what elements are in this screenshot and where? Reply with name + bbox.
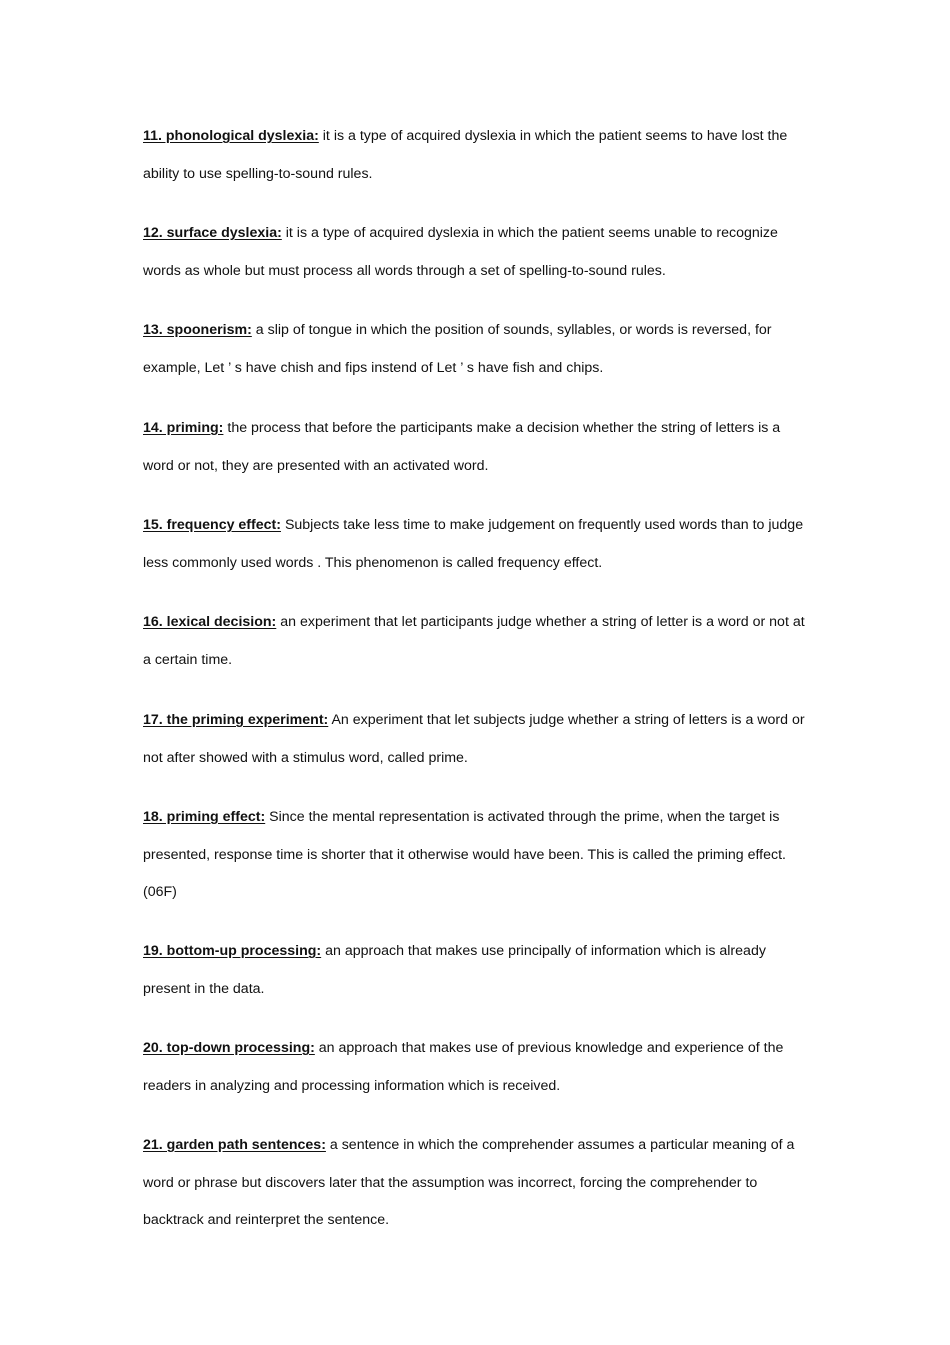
glossary-entry-14 [143,410,808,485]
glossary-entry-11 [143,118,808,193]
entry-term: 12. surface dyslexia: [143,225,282,241]
glossary-entry-12 [143,215,808,290]
glossary-entry-19 [143,933,808,1008]
entry-term: 14. priming: [143,420,224,436]
glossary-entry-16 [143,604,808,679]
entry-term: 13. spoonerism: [143,322,252,338]
entry-term: 18. priming effect: [143,809,266,825]
entry-term: 17. the priming experiment: [143,712,329,728]
entry-term: 16. lexical decision: [143,614,277,630]
glossary-entry-13 [143,312,808,387]
entry-definition: Since the mental representation is activated through the prime, when the target is presented, response time is shorter that it otherwise would have been. This is called the priming effect. (06F) [143,809,786,900]
entry-definition: a slip of tongue in which the position of sounds, syllables, or words is reversed, for example, Let ’ s have chish and fips instend of Let ’ s have fish and chips. [143,322,772,376]
entry-definition: an approach that makes use principally of information which is already present in the data. [143,943,766,997]
entry-definition: Subjects take less time to make judgement on frequently used words than to judge less commonly used words . This phenomenon is called frequency effect. [143,517,804,571]
entry-definition: it is a type of acquired dyslexia in which the patient seems unable to recognize words as whole but must process all words through a set of spelling-to-sound rules. [143,225,778,279]
entry-definition: the process that before the participants make a decision whether the string of letters is a word or not, they are presented with an activated word. [143,420,781,474]
glossary-entry-17 [143,702,808,777]
entry-definition: a sentence in which the comprehender assumes a particular meaning of a word or phrase but discovers later that the assumption was incorrect, forcing the comprehender to backtrack and reinterpret the sentence. [143,1137,795,1228]
entry-term: 20. top-down processing: [143,1040,315,1056]
entry-term: 11. phonological dyslexia: [143,128,319,144]
entry-definition: it is a type of acquired dyslexia in which the patient seems to have lost the ability to use spelling-to-sound rules. [143,128,788,182]
entry-term: 19. bottom-up processing: [143,943,322,959]
entry-definition: An experiment that let subjects judge whether a string of letters is a word or not after showed with a stimulus word, called prime. [143,712,805,766]
entry-definition: an approach that makes use of previous knowledge and experience of the readers in analyzing and processing information which is received. [143,1040,784,1094]
glossary-entry-20 [143,1030,808,1105]
entry-term: 15. frequency effect: [143,517,281,533]
glossary-entry-21 [143,1127,808,1240]
glossary-entry-15 [143,507,808,582]
entry-definition: an experiment that let participants judge whether a string of letter is a word or not at a certain time. [143,614,805,668]
glossary-entry-18 [143,799,808,912]
entry-term: 21. garden path sentences: [143,1137,326,1153]
